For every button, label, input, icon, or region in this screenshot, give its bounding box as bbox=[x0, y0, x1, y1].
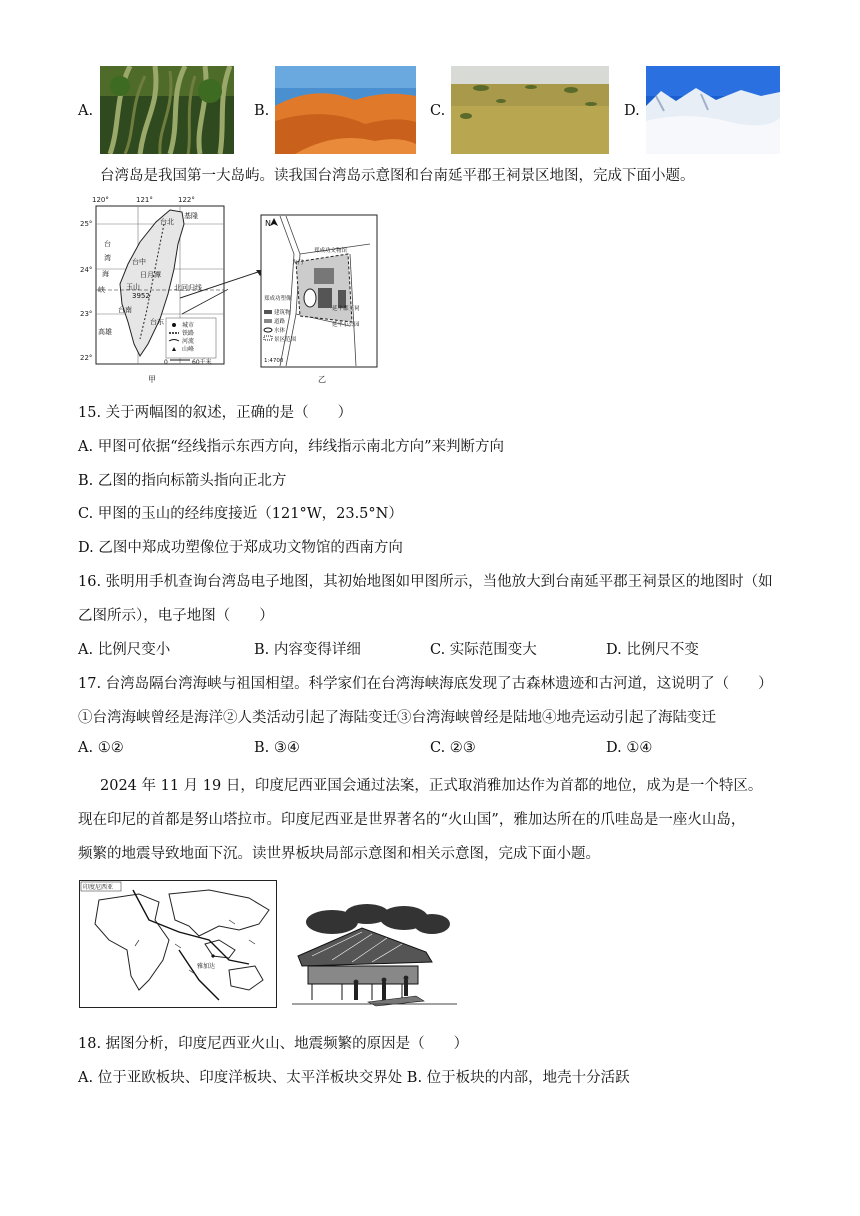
q15-option-a: A. 甲图可依据“经线指示东西方向，纬线指示南北方向”来判断方向 bbox=[78, 439, 505, 455]
place-label: 大门 bbox=[292, 260, 304, 266]
option-a-label: A. bbox=[78, 103, 94, 119]
q16-option-a: A. 比例尺变小 bbox=[78, 642, 171, 658]
lon-label: 121° bbox=[136, 196, 153, 204]
lat-label: 25° bbox=[80, 220, 93, 228]
lat-label: 24° bbox=[80, 266, 93, 274]
q15-option-c: C. 甲图的玉山的经纬度接近（121°W，23.5°N） bbox=[78, 506, 403, 522]
place-label: 延平郡王祠 bbox=[332, 306, 360, 312]
q17-statements: ①台湾海峡曾经是海洋②人类活动引起了海陆变迁③台湾海峡曾经是陆地④地壳运动引起了海陆变迁 bbox=[78, 710, 716, 726]
north-label: N bbox=[265, 219, 271, 228]
q16-stem-line2: 乙图所示），电子地图（ ） bbox=[78, 608, 274, 624]
lat-label: 22° bbox=[80, 354, 93, 362]
place-label: 基隆 bbox=[184, 212, 198, 220]
place-label: 台中 bbox=[132, 258, 146, 266]
strait-char: 台 bbox=[104, 240, 111, 248]
place-label: 北回归线 bbox=[174, 284, 202, 292]
place-label: 高雄 bbox=[98, 328, 112, 336]
option-c-label: C. bbox=[430, 103, 446, 119]
place-label: 台东 bbox=[150, 318, 164, 326]
snow-mountain-photo bbox=[646, 66, 780, 154]
strait-char: 湾 bbox=[104, 254, 111, 262]
scale-zero: 0 bbox=[164, 359, 168, 366]
intro-indonesia-line3: 频繁的地震导致地面下沉。读世界板块局部示意图和相关示意图，完成下面小题。 bbox=[78, 846, 600, 862]
legend-item: 河流 bbox=[182, 338, 195, 345]
scale-label: 60千米 bbox=[192, 359, 212, 366]
q15-stem: 15. 关于两幅图的叙述，正确的是（ ） bbox=[78, 405, 353, 421]
intro-taiwan: 台湾岛是我国第一大岛屿。读我国台湾岛示意图和台南延平郡王祠景区地图，完成下面小题。 bbox=[100, 168, 695, 184]
place-label: 玉山 bbox=[126, 283, 140, 291]
legend-item: 铁路 bbox=[182, 330, 195, 337]
place-label: 郑成功文物馆 bbox=[314, 248, 348, 254]
map-jia-caption: 甲 bbox=[148, 375, 156, 384]
peak-height: 3952 bbox=[132, 292, 150, 300]
q17-option-c: C. ②③ bbox=[430, 740, 476, 756]
q15-option-d: D. 乙图中郑成功塑像位于郑成功文物馆的西南方向 bbox=[78, 540, 403, 556]
legend-item: 山峰 bbox=[182, 346, 195, 353]
intro-indonesia-line2: 现在印尼的首都是努山塔拉市。印度尼西亚是世界著名的“火山国”，雅加达所在的爪哇岛是一座火山岛， bbox=[78, 812, 746, 828]
q18-stem: 18. 据图分析，印度尼西亚火山、地震频繁的原因是（ ） bbox=[78, 1036, 469, 1052]
q16-option-b: B. 内容变得详细 bbox=[254, 642, 361, 658]
q16-stem-line1: 16. 张明用手机查询台湾岛电子地图，其初始地图如甲图所示，当他放大到台南延平郡王祠景区的地图时（如 bbox=[78, 574, 773, 590]
lon-label: 122° bbox=[178, 196, 195, 204]
legend-item: 城市 bbox=[182, 322, 195, 329]
option-b-label: B. bbox=[254, 103, 270, 119]
stilt-house-illustration bbox=[292, 904, 457, 1008]
place-label: 日月潭 bbox=[140, 271, 161, 279]
desert-dunes-photo bbox=[275, 66, 416, 154]
legend-item: 建筑物 bbox=[274, 310, 291, 316]
q17-option-d: D. ①④ bbox=[606, 740, 653, 756]
place-label: 郑成功塑像 bbox=[264, 296, 292, 302]
lon-label: 120° bbox=[92, 196, 109, 204]
q17-option-a: A. ①② bbox=[78, 740, 124, 756]
lat-label: 23° bbox=[80, 310, 93, 318]
strait-char: 峡 bbox=[98, 286, 105, 294]
q17-stem: 17. 台湾岛隔台湾海峡与祖国相望。科学家们在台湾海峡海底发现了古森林遗迹和古河道，这说明了（ ） bbox=[78, 676, 773, 692]
legend-item: 景区范围 bbox=[274, 337, 297, 343]
q16-option-d: D. 比例尺不变 bbox=[606, 642, 699, 658]
map-yi-caption: 乙 bbox=[318, 375, 326, 384]
place-label: 台南 bbox=[118, 306, 132, 314]
place-label: 延平小公园 bbox=[332, 322, 360, 328]
legend-item: 道路 bbox=[274, 319, 286, 325]
intro-indonesia-line1: 2024 年 11 月 19 日，印度尼西亚国会通过法案，正式取消雅加达作为首都的地位，成为是一个特区。 bbox=[100, 778, 763, 794]
legend-item: 水体 bbox=[274, 328, 286, 334]
strait-char: 海 bbox=[102, 270, 109, 278]
q15-option-b: B. 乙图的指向标箭头指向正北方 bbox=[78, 473, 287, 489]
plate-map-title: 印度尼西亚 bbox=[83, 884, 114, 891]
place-label: 台北 bbox=[160, 218, 174, 226]
city-label: 雅加达 bbox=[197, 963, 216, 970]
scenic-area-map bbox=[260, 214, 380, 384]
q17-option-b: B. ③④ bbox=[254, 740, 300, 756]
plate-map bbox=[79, 880, 277, 1008]
scale-label: 1:4700 bbox=[264, 358, 284, 364]
option-d-label: D. bbox=[624, 103, 640, 119]
rainforest-photo bbox=[100, 66, 234, 154]
q18-options-line: A. 位于亚欧板块、印度洋板块、太平洋板块交界处 B. 位于板块的内部，地壳十分活跃 bbox=[78, 1070, 630, 1086]
savanna-photo bbox=[451, 66, 609, 154]
map-connector-arrow bbox=[180, 260, 270, 320]
q16-option-c: C. 实际范围变大 bbox=[430, 642, 537, 658]
